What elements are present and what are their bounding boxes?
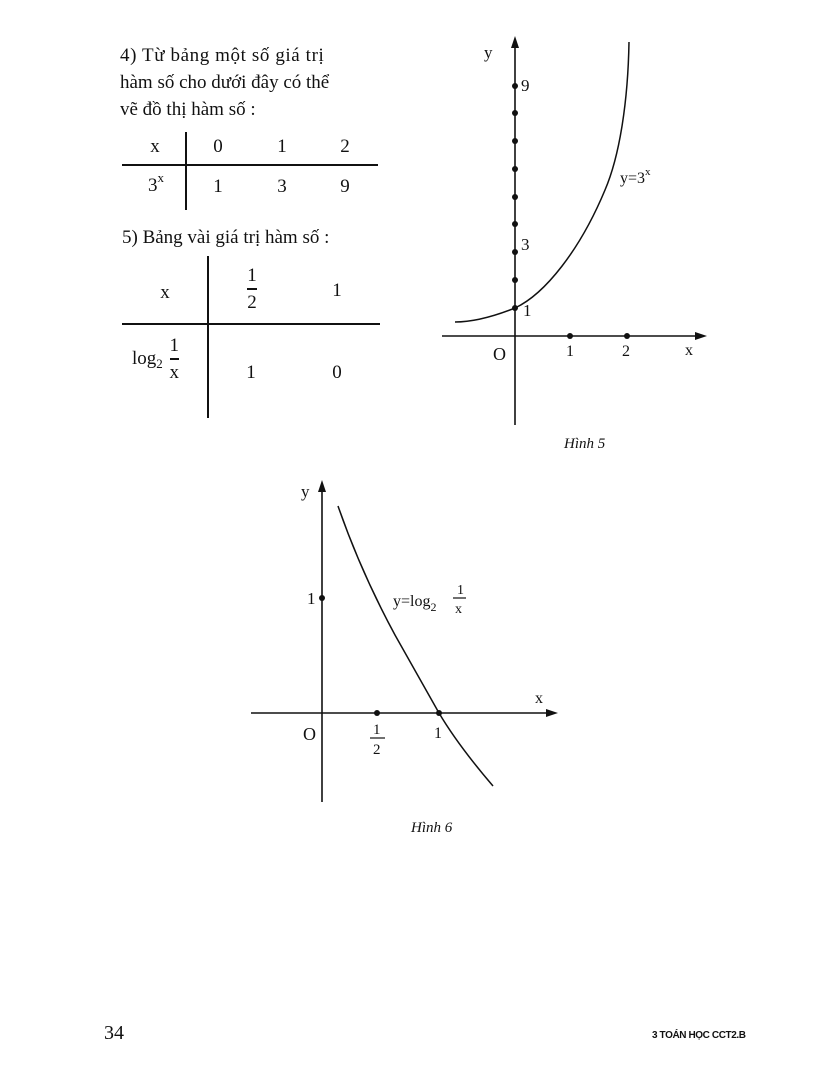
- figure5-curve-label: [620, 166, 651, 187]
- figure5-curve: [455, 42, 629, 322]
- item4-line3: vẽ đồ thị hàm số :: [120, 99, 256, 120]
- figure5-y-axis-label: y: [484, 43, 493, 62]
- figure6-curve-label-den: x: [455, 602, 462, 617]
- figure5-y-arrow: [511, 36, 519, 48]
- figure6-curve-label-base: 2: [430, 600, 437, 614]
- table2-header-half: [232, 266, 272, 312]
- figure6-x-tick-half-num: 1: [373, 722, 381, 738]
- table2-h1-den: 2: [247, 291, 257, 313]
- table2-h1-num: 1: [247, 265, 257, 286]
- figure6-origin-label: O: [303, 724, 316, 744]
- table1-row-value: 1: [213, 176, 223, 197]
- table2-header-one: 1: [332, 280, 342, 301]
- svg-text:y=log2: [393, 593, 436, 614]
- figure5-x-tick-1: 1: [566, 343, 574, 360]
- figure5-curve-label-exp: x: [645, 166, 651, 178]
- table2-row-label-num: 1: [169, 335, 180, 356]
- table1-hline: [122, 164, 378, 166]
- figure6-y-dot-1: [319, 595, 325, 601]
- table1-row-value: 3: [277, 176, 287, 197]
- figure6-x-dot-half: [374, 710, 380, 716]
- item4-line1: 4) Từ bảng một số giá trị: [120, 45, 325, 66]
- table2-header-label: x: [160, 282, 170, 303]
- item5-line1: 5) Bảng vài giá trị hàm số :: [122, 227, 330, 248]
- table1-header-label: x: [150, 136, 160, 157]
- figure5-caption: Hình 5: [564, 436, 606, 452]
- figure6-caption: Hình 6: [411, 820, 453, 836]
- figure5-curve-label-base: y=3: [620, 170, 646, 187]
- figure5-x-axis-label: x: [685, 342, 693, 359]
- figure6-x-axis-label: x: [535, 690, 543, 707]
- figure5-y-tick-9: 9: [521, 76, 530, 95]
- figure6-x-arrow: [546, 709, 558, 717]
- figure5-origin-label: O: [493, 344, 506, 364]
- table2-row-value: 1: [246, 362, 256, 383]
- table2-row-label-log: log: [132, 347, 157, 369]
- table1-header-value: 1: [277, 136, 287, 157]
- footer-code: 3 TOÁN HỌC CCT2.B: [652, 1030, 746, 1041]
- figure5-x-dot-2: [624, 333, 630, 339]
- figure6-x-tick-half: [370, 722, 385, 758]
- figure6-y-tick-1: 1: [307, 589, 316, 608]
- table1-row-value: 9: [340, 176, 350, 197]
- table1-header-value: 2: [340, 136, 350, 157]
- table2-vline: [207, 256, 209, 418]
- figure6-y-axis-label: y: [301, 482, 310, 501]
- table2-row-label-base: 2: [156, 355, 163, 371]
- table2-row-label: [132, 336, 207, 382]
- figure6-y-arrow: [318, 480, 326, 492]
- figure6-graph: [245, 470, 570, 815]
- table1-header-value: 0: [213, 136, 223, 157]
- figure5-graph: [430, 30, 720, 430]
- table2-row-label-den: x: [169, 361, 180, 383]
- figure6-x-tick-half-den: 2: [373, 742, 381, 758]
- item4-line2: hàm số cho dưới đây có thể: [120, 72, 330, 93]
- table1-row-label-exp: x: [157, 170, 164, 185]
- table2-hline: [122, 323, 380, 325]
- figure5-y-tick-1: 1: [523, 301, 532, 320]
- table1-row-label-base: 3: [148, 175, 158, 196]
- table2-row-value: 0: [332, 362, 342, 383]
- table1-row-label: [136, 170, 176, 197]
- figure5-x-tick-2: 2: [622, 343, 630, 360]
- figure6-curve-label-num: 1: [457, 583, 464, 598]
- figure5-x-arrow: [695, 332, 707, 340]
- table1-vline: [185, 132, 187, 210]
- figure5-x-dot-1: [567, 333, 573, 339]
- figure6-curve-label-prefix: y=log: [393, 593, 431, 610]
- figure6-x-tick-one: 1: [434, 725, 442, 742]
- page-number: 34: [104, 1022, 124, 1044]
- figure6-curve-label: [393, 583, 466, 617]
- item4-paragraph: [120, 42, 385, 123]
- figure5-y-tick-3: 3: [521, 235, 530, 254]
- figure6-curve: [338, 506, 493, 786]
